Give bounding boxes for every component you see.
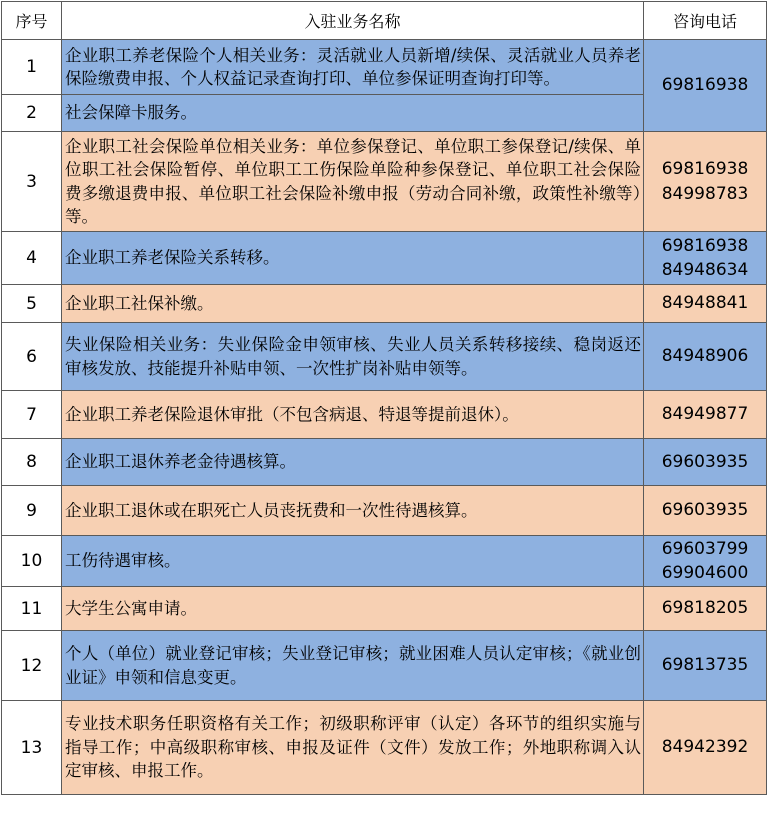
phone-cell [644,439,767,486]
service-table [1,1,767,795]
phone-cell [644,323,767,391]
row-number: 12 [2,631,62,701]
phone-cell [644,285,767,323]
table-row [2,391,767,439]
header-no: 序号 [2,2,62,40]
table-row [2,701,767,795]
phone-number: 69603935 [661,500,749,521]
phone-number: 69816938 [661,75,749,96]
table-row [2,587,767,631]
service-name: 工伤待遇审核。 [62,536,644,587]
service-name: 企业职工社会保险单位相关业务：单位参保登记、单位职工参保登记/续保、单位职工社会保险暂停、单位职工工伤保险单险种参保登记、单位职工社会保险费多缴退费申报、单位职工社会保险补缴申报（劳动合同补缴，政策性补缴等）等。 [62,132,644,232]
row-number: 7 [2,391,62,439]
table-row [2,536,767,587]
phone-cell [644,132,767,232]
phone-cell [644,701,767,795]
row-number: 11 [2,587,62,631]
service-name: 企业职工退休养老金待遇核算。 [62,439,644,486]
table-row [2,631,767,701]
phone-number: 69816938 [661,235,749,256]
phone-number: 69904600 [661,563,749,583]
phone-number: 84948906 [661,346,749,367]
phone-cell [644,631,767,701]
header-row [2,2,767,40]
phone-number: 84948634 [661,260,749,280]
phone-cell [644,232,767,285]
service-name: 企业职工养老保险关系转移。 [62,232,644,285]
table-row [2,232,767,285]
phone-cell [644,536,767,587]
phone-number: 84942392 [661,737,749,758]
row-number: 6 [2,323,62,391]
row-number: 1 [2,40,62,95]
phone-cell [644,40,767,132]
row-number: 8 [2,439,62,486]
service-name: 企业职工社保补缴。 [62,285,644,323]
service-name: 企业职工养老保险退休审批（不包含病退、特退等提前退休）。 [62,391,644,439]
row-number: 9 [2,486,62,536]
phone-number: 69813735 [661,655,749,676]
table-row [2,132,767,232]
phone-number: 69603935 [661,451,749,472]
row-number: 13 [2,701,62,795]
phone-number: 69818205 [661,598,749,619]
table-row [2,486,767,536]
phone-number: 84948841 [661,293,749,314]
header-phone: 咨询电话 [644,2,767,40]
phone-cell [644,391,767,439]
service-name: 社会保障卡服务。 [62,95,644,132]
table-row [2,285,767,323]
service-name: 失业保险相关业务：失业保险金申领审核、失业人员关系转移接续、稳岗返还审核发放、技能提升补贴申领、一次性扩岗补贴申领等。 [62,323,644,391]
phone-number: 84998783 [661,183,749,204]
service-name: 企业职工退休或在职死亡人员丧抚费和一次性待遇核算。 [62,486,644,536]
row-number: 5 [2,285,62,323]
table-row [2,323,767,391]
table-row [2,439,767,486]
phone-cell [644,486,767,536]
service-name: 企业职工养老保险个人相关业务：灵活就业人员新增/续保、灵活就业人员养老保险缴费申报、个人权益记录查询打印、单位参保证明查询打印等。 [62,40,644,95]
phone-cell [644,587,767,631]
row-number: 2 [2,95,62,132]
service-name: 专业技术职务任职资格有关工作；初级职称评审（认定）各环节的组织实施与指导工作；中高级职称审核、申报及证件（文件）发放工作；外地职称调入认定审核、申报工作。 [62,701,644,795]
header-name: 入驻业务名称 [62,2,644,40]
phone-number: 69816938 [661,159,749,179]
service-name: 大学生公寓申请。 [62,587,644,631]
phone-number: 84949877 [661,404,749,425]
table-row [2,40,767,95]
phone-number: 69603799 [661,538,749,559]
row-number: 10 [2,536,62,587]
service-name: 个人（单位）就业登记审核；失业登记审核；就业困难人员认定审核；《就业创业证》申领和信息变更。 [62,631,644,701]
row-number: 3 [2,132,62,232]
row-number: 4 [2,232,62,285]
